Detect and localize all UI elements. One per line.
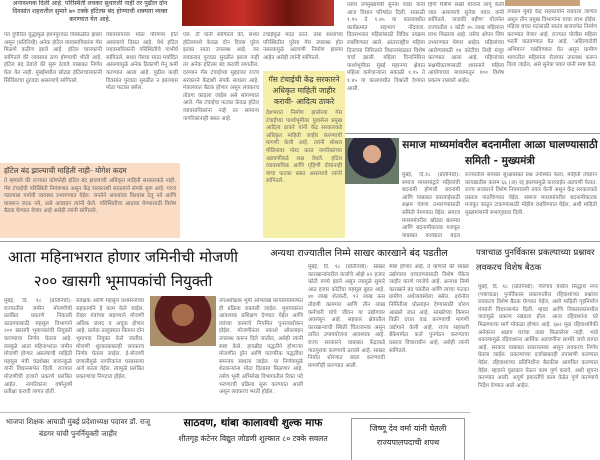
bjp-teacher-wing-headline: भाजपा शिक्षक आघाडी मुंबई प्रदेशाध्यक्ष पदावर डॉ. राजू बंडगर यांची पुनर्नियुक्ती जाहीर — [5, 417, 151, 438]
upper-right-col-2: हिंगी मैत्रीण सखी योजना लागू केली जात असल्याचे सुनेत्रा पवार यांनी सांगितले. 'लाडकी बहीण' योजनेत राज्यातील २ कोटी ४५ लाख महिलांना लाभ मिळाला आहे. तसेच ओपन जिम उभारण्यात येणार आहेत. महिलांच्या आरोग्यासाठी १४ कोटींचा निधी मंजूर करण्यात आला आहे. महिलांच्या सक्षमीकरणासाठी शासनाने महिला आयोगाच्या माध्यमातून १०० विशेष प्रकल्प राबवले आहेत. — [428, 2, 504, 84]
land-survey-headline — [0, 245, 246, 295]
land-story-col-2: सर्वेक्षक आणि महसूल प्रशासनाच्या सहकार्याने हे काम केले जाईल. रोव्हर यंत्रांच्या सहाय्याने मोजणी अधिक जलद व अचूक होणार आहे. प्रत्येक तालुक्यात किमान दोन भूमापक नियुक्त केले जातील. मोजणी शुल्काबाबतही लवकरच निर्णय घेतला जाईल. ई-मोजणी प्रणालीमुळे नागरिकांना घरबसल्या अर्ज करता येईल. त्यामुळे प्रलंबित प्रकरणांचा निपटारा होईल. — [76, 298, 144, 380]
hotel-closure-heading: हॉटेल बंद झाल्याची माहिती नाही- योगेश कदम — [4, 166, 127, 175]
women-event-photo — [505, 0, 580, 6]
governor-oath-box: जिष्णू देव वर्मा यांनी घेतली राज्यपालपदाची शपथ — [351, 418, 465, 460]
fee-waiver-subheadline: शीतगृह कंटेनर विद्युत जोडणी शुल्कात ८० टक्के सवलत — [178, 434, 328, 443]
top-lede-box — [0, 0, 180, 29]
cm-story-headline: समाज माध्यमांवरील बदनामीला आळा घालण्यासाठी समिती - मुख्यमंत्री — [402, 139, 598, 167]
land-survey-headline-1: आता महिनाभरात होणार जमिनीची मोजणी — [7, 248, 239, 266]
land-survey-headline-2: २०० खासगी भूमापकांची नियुक्ती — [33, 272, 213, 290]
sugar-factories-headline: अन्यथा राज्यातील निम्मे साखर कारखाने बंद पडतील — [270, 248, 448, 259]
hotel-kitchen-photo — [182, 0, 334, 26]
gas-shortage-heading: गॅस टंचाईची केंद्र सरकारने अधिकृत माहिती जाहीर करावी- आदित्य ठाकरे — [268, 75, 340, 106]
land-story-col-3: उपअधीक्षक भूमी अभिलेख कार्यालयांमार्फत ही प्रक्रिया राबवली जाईल. भूमापकांना आवश्यक प्रशिक्षण देण्यात येईल आणि त्यांच्या कामाचे नियमित पुनरावलोकन होईल. मोजणीनंतर नकाशे ऑनलाइन उपलब्ध करून दिले जातील, असेही त्यांनी स्पष्ट केले. हायब्रीड पद्धतीने होणाऱ्या मोजणीत ड्रोन आणि पारंपरिक पद्धतींचा समन्वय साधला जाईल. या निर्णयामुळे शेतकऱ्यांना मोठा दिलासा मिळणार आहे. तसेच भूमी अभिलेख विभागातील रिक्त पदे भरण्याची प्रक्रिया सुरू करण्यात आली असून लवकरच भरती होईल. — [219, 298, 303, 396]
land-story-col-1: मुंबई, दि. १८ (प्रतिनिधी): राज्यातील जमीन मोजणीची प्रलंबित प्रकरणे निकाली काढण्यासाठी महसूल विभागाने २०० खासगी भूमापकांची नियुक्ती करण्याचा निर्णय घेतला आहे. त्यामुळे आता महिनाभरात जमीन मोजणी होणार असल्याची माहिती महसूल मंत्री चंद्रशेखर बावनकुळे यांनी विधानसभेत दिली. राज्यात मोजणीची हजारो प्रकरणे प्रलंबित आहेत. नागरिकांना वर्षानुवर्षे प्रतीक्षा करावी लागत होती. — [4, 298, 72, 396]
gas-shortage-body: देशभरात निर्माण झालेल्या गॅस टंचाईच्या पार्श्वभूमीवर युवासेना प्रमुख आदित्य ठाकरे यांनी केंद्र सरकारकडे अधिकृत माहिती जाहीर करण्याची मागणी केली आहे. त्यांनी सोशल मीडियावर पोस्ट करत नागरिकांच्या अडचणींकडे लक्ष वेधले. हॉटेल व्यावसायिक आणि गृहिणी दोघांनाही याचा फटका बसत असल्याचे त्यांनी सांगितले. — [266, 110, 342, 185]
top-story-col-1: गत दुपौरीत युद्धामुळे इंधनपुरवठा विस्कळीत झाला असून (प्रतिनिधी) अनेक हॉटेल व्यावसायिकांना गॅस मिळणे कठीण झाले आहे. हॉटेल चालकांनी सांगितले की व्यवसाय ठप्प होण्याची भीती आहे. हॉटेल बंद ठेवावे की सुरू ठेवावे याबाबत निर्णय घेता येत नाही. मुंबईमधील छोट्या हॉटेलचालकांनी सिलिंडरचा तुटवडा असल्याचे सांगितले. — [4, 32, 102, 84]
cm-story-dateline: मुंबई, दि.१८ (प्रतिनिधी): समाज माध्यमांद्वारे महिलांची बदनामी — [402, 172, 460, 194]
top-story-col-4: टंचाईमुळे मदत ठरते. तसा सध्याच्या परिस्थितीत पुरेसा गॅस उपलब्ध होत नसल्यामुळे अडचणी निर्माण झाल्या आहेत असेही त्यांनी सांगितले. — [263, 32, 343, 61]
cm-story-col-2: राज्यातील सायबर सुरक्षेबाबत प्रश्न उपस्थित केला. माहिती तंत्रज्ञान कायद्यातील कलम ६६ (अ) रद्द झाल्यामुळे कारवाईत अडचणी येतात. राज्य सरकारने विशेष नियमावली तयार केली असून केंद्र सरकारकडे प्रस्ताव पाठविण्यात येईल. समाज माध्यमांवरील बदनामीकारक मजकूर काढून टाकण्यासाठी मोहीम राबविण्यात येईल, अशी माहिती मुख्यमंत्र्यांनी सभागृहाला दिली. — [465, 172, 597, 216]
section-divider — [345, 133, 600, 134]
top-story-col-3: एस. टी यांनी सांगितले की, सध्या हॉटेलमध्ये केवळ दोन दिवस पुरेल इतका साठा उपलब्ध आहे. जर लवकरात पुरवठा सुरळीत झाला नाही तर अनेक हॉटेल्स बंद करावी लागतील. दरम्यान गॅस टंचाईच्या मुद्द्यावर राज्य सरकारने केंद्राशी संपर्क साधला आहे. मंत्रालयात बैठक होणार असून लवकरच तोडगा काढला जाईल असे सांगण्यात आले. गॅस टंचाईचा फटका केवळ हॉटेल व्यावसायिकांना नव्हे तर सामान्य नागरिकांनाही बसत आहे. — [183, 32, 259, 122]
gas-shortage-box — [263, 71, 345, 238]
cm-story-text-1: होणारी बदनामी आणि याबाबत कारवाईसाठी सक्षम यंत्रणा उभारण्यासाठी समिती नेमण्यात येईल. समाज माध्यमांवरील खोट्या बातम्या आणि बदनामीकारक मजकूर याबाबत कायद्यात बदल — [402, 187, 460, 238]
revenue-minister-photo — [150, 296, 216, 346]
top-story-col-2: व्यावसायावर मोठा परिणाम होत असल्याचे दिसत आहे. येथे हॉटेल व्यावसायिकांनी परिस्थितीचे गांभीर्य सांगितले. सध्या गॅसचा साठा मर्यादित असल्यामुळे अनेक ठिकाणी मेनू कमी करण्यात आला आहे. पुढील काही दिवसांत पुरवठा सुरळीत न झाल्यास मोठा फटका बसेल. — [106, 32, 178, 92]
hotel-closure-body: ते म्हणाले की राज्यात कोणतेही हॉटेल बंद झाल्याची अधिकृत माहिती सरकारकडे नाही. गॅस टंचाईची परिस्थिती नियंत्रणात असून केंद्र सरकारशी सातत्याने संपर्क सुरू आहे. गरज पडल्यास पर्यायी व्यवस्था उभारण्यात येईल. जनतेने अफवांवर विश्वास ठेवू नये आणि घाबरून जाऊ नये, असे आवाहन त्यांनी केले. परिस्थितीचा आढावा घेण्यासाठी विशेष बैठक घेण्यात येणार आहे असेही त्यांनी सांगितले. — [4, 178, 176, 215]
patrachawl-headline: पत्राचाळ पुनर्विकास प्रकल्पाच्या प्रश्नावर लवकरच विशेष बैठक — [476, 248, 595, 273]
hotel-closure-box — [0, 163, 180, 238]
top-lede-text: अनावश्यक दिली आहे. परिस्थिती लवकर सुधारली नाही तर पुढील दोन दिवसांत शहरातील सुमारे ७० टक्के हॉटेल्स बंद होण्याची शक्यता व्यक्त करण्यात येत आहे. — [12, 0, 168, 23]
bottom-divider — [0, 412, 470, 413]
patrachawl-body: मुंबई, दि. १८ (प्रतिनिधी): गोरेगाव येथील सिद्धार्थ नगर (पत्राचाळ) पुनर्विकास प्रकल्पातील रहिवाशांच्या प्रश्नांवर लवकरच विशेष बैठक घेण्यात येईल, अशी माहिती गृहनिर्माण मंत्र्यांनी विधानसभेत दिली. म्हाडा आणि विकासकांमधील वादामुळे प्रकल्प रखडला होता. आता रहिवाशांना घरे मिळण्याचा मार्ग मोकळा होणार आहे. ६७२ मूळ रहिवाशांपैकी अनेकांना अद्याप घरांचा ताबा मिळालेला नाही. भाडे थकल्यामुळे रहिवाशांना आर्थिक अडचणींना सामोरे जावे लागत आहे. सरकार याबाबत सकारात्मक असून लवकरच निर्णय घेतला जाईल. प्रकल्पाच्या दर्जाबाबतही तपासणी करण्यात येईल. रहिवाशांच्या प्रतिनिधींना बैठकीस आमंत्रित करण्यात येईल. म्हाडाने पुढाकार घेऊन काम पूर्ण करावे, अशी सूचना करण्यात आली. अपूर्ण इमारतींचे काम वेळेत पूर्ण करण्याचे निर्देश देण्यात आले आहेत. — [478, 284, 598, 389]
upper-right-col-1: तसेच उपमुख्यमंत्री सुनेत्रा पवार यांनी आज विधान परिषदेत दिली. सकाळी १.१५ ते १.४५ या कालावधीत कार्यक्रमात सहभाग नोंदवला. दिवसभरात महिलांसाठी विविध उपक्रम राबविण्यात आले. आंतरराष्ट्रीय महिला दिनाच्या निमित्ताने विधानमंडळात विशेष चर्चा झाली. महिला दिनानिमित्त पार्श्वभूमीवर मुंबई महानगर क्षेत्रात महिला कर्मचाऱ्यांना सकाळी १.१५ ते १.४५ या कालावधीत विश्रांती देण्यात आली. — [347, 2, 425, 92]
sugar-story-col-1: मुंबई, दि. १८ (प्रतिनिधी): साखर कारखान्यांवरील कर्जाचे ओझे ४२ हजार कोटी रुपये झाले असून त्यामुळे सुमारे आठ हजार कोटींचा महसूल बुडत आहे. ४० लाख शेतकरी, १२ लाख ऊस तोडणी कामगार आणि तीन लाख कर्मचारी यांचे जीवन या उद्योगावर अवलंबून आहे. सहकार क्षेत्रातील कारखान्यांची स्थिती चिंताजनक असून त्वरित उपाययोजना आवश्यक आहे. राज्य सरकारने याबाबत केंद्राकडे पाठपुरावा करण्याचे ठरवले आहे. साखर निर्यात धोरणात बदल करण्याची मागणीही करण्यात आली. — [308, 264, 385, 369]
sugar-story-col-2: स्पष्ट होणार आहे. ते म्हणाले की साखर उद्योगाला वाचवण्यासाठी विशेष पॅकेज जाहीर करणे गरजेचे आहे. अन्यथा निम्मे कारखाने बंद पडतील आणि त्याचा फटका ग्रामीण अर्थव्यवस्थेला बसेल. इथेनॉल निर्मितीला प्रोत्साहन देण्यासाठी धोरण आखले जात आहे. साखरेच्या किमान विक्री दरात वाढ करण्याची मागणी उद्योगाने केली आहे. राज्य सहकारी बँकेमार्फत कर्ज पुनर्गठन करण्याचा प्रस्ताव विचाराधीन आहे, असेही त्यांनी सांगितले. — [389, 264, 469, 354]
chief-minister-photo — [345, 138, 399, 184]
page-fold-divider — [0, 241, 600, 242]
upper-right-col-3: उपक्रम मुंबई केंद्र सहकार्याने राबवला जाणार असून तीन प्रमुख विभागांना याचा लाभ होईल. महिला बचत गटांसाठी स्वतंत्र बाजारपेठ निर्माण करण्यात येणार आहे. राज्यात पोलीस महिला भरती वाढवण्यात येत आहे. 'अहिल्यादेवी अभियान' राबविण्यात येत असून ग्रामीण भागातील महिलांना रोजगार उपलब्ध करून दिला जाईल, असे सुनेत्रा पवार यांनी स्पष्ट केले. — [507, 9, 597, 69]
cm-story-col-1 — [402, 172, 460, 238]
fee-waiver-headline: साठवण, थांबा कालावधी शुल्क माफ — [183, 417, 323, 429]
